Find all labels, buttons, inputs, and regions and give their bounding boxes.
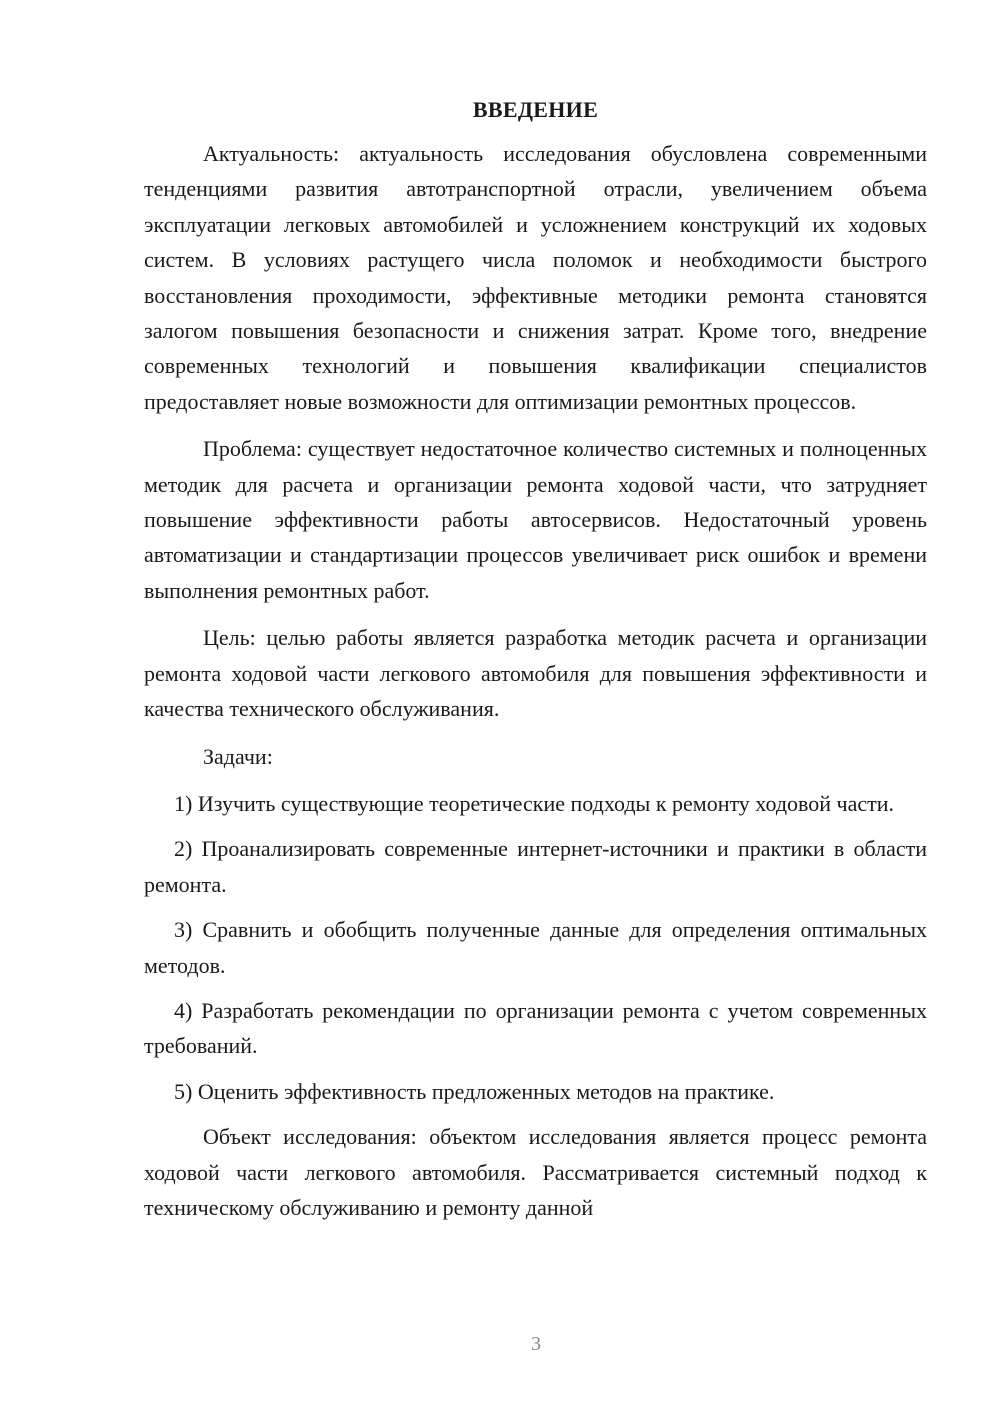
section-title: ВВЕДЕНИЕ [472,97,599,122]
relevance-paragraph: Актуальность: актуальность исследования обусловлена современными тенденциями развития автотранспортной отрасли, увеличением объема эксплуатации легковых автомобилей и усложнением конструкций их ходовых систем. В условиях растущего числа поломок и необходимости быстрого восстановления проходимости, эффективные методики ремонта становятся залогом повышения безопасности и снижения затрат. Кроме того, внедрение современных технологий и повышения квалификации специалистов предоставляет новые возможности для оптимизации ремонтных процессов. [144,141,927,414]
tasks-heading: Задачи: [203,743,273,769]
page-content [144,92,927,1237]
object-paragraph: Объект исследования: объектом исследования является процесс ремонта ходовой части легкового автомобиля. Рассматривается системный подход к техническому обслуживанию и ремонту данной [144,1124,927,1220]
goal-paragraph: Цель: целью работы является разработка методик расчета и организации ремонта ходовой части легкового автомобиля для повышения эффективности и качества технического обслуживания. [144,625,927,722]
task-item-1: 1) Изучить существующие теоретические подходы к ремонту ходовой части. [174,790,895,816]
task-item-4: 4) Разработать рекомендации по организации ремонта с учетом современных требований. [144,997,927,1059]
task-item-3: 3) Сравнить и обобщить полученные данные для определения оптимальных методов. [144,917,927,978]
task-item-5: 5) Оценить эффективность предложенных методов на практике. [174,1078,775,1104]
task-item-2: 2) Проанализировать современные интернет-источники и практики в области ремонта. [144,836,927,897]
problem-paragraph: Проблема: существует недостаточное количество системных и полноценных методик для расчета и организации ремонта ходовой части, что затрудняет повышение эффективности работы автосервисов. Недостаточный уровень автоматизации и стандартизации процессов увеличивает риск ошибок и времени выполнения ремонтных работ. [144,436,927,603]
page-number: 3 [531,1333,541,1355]
